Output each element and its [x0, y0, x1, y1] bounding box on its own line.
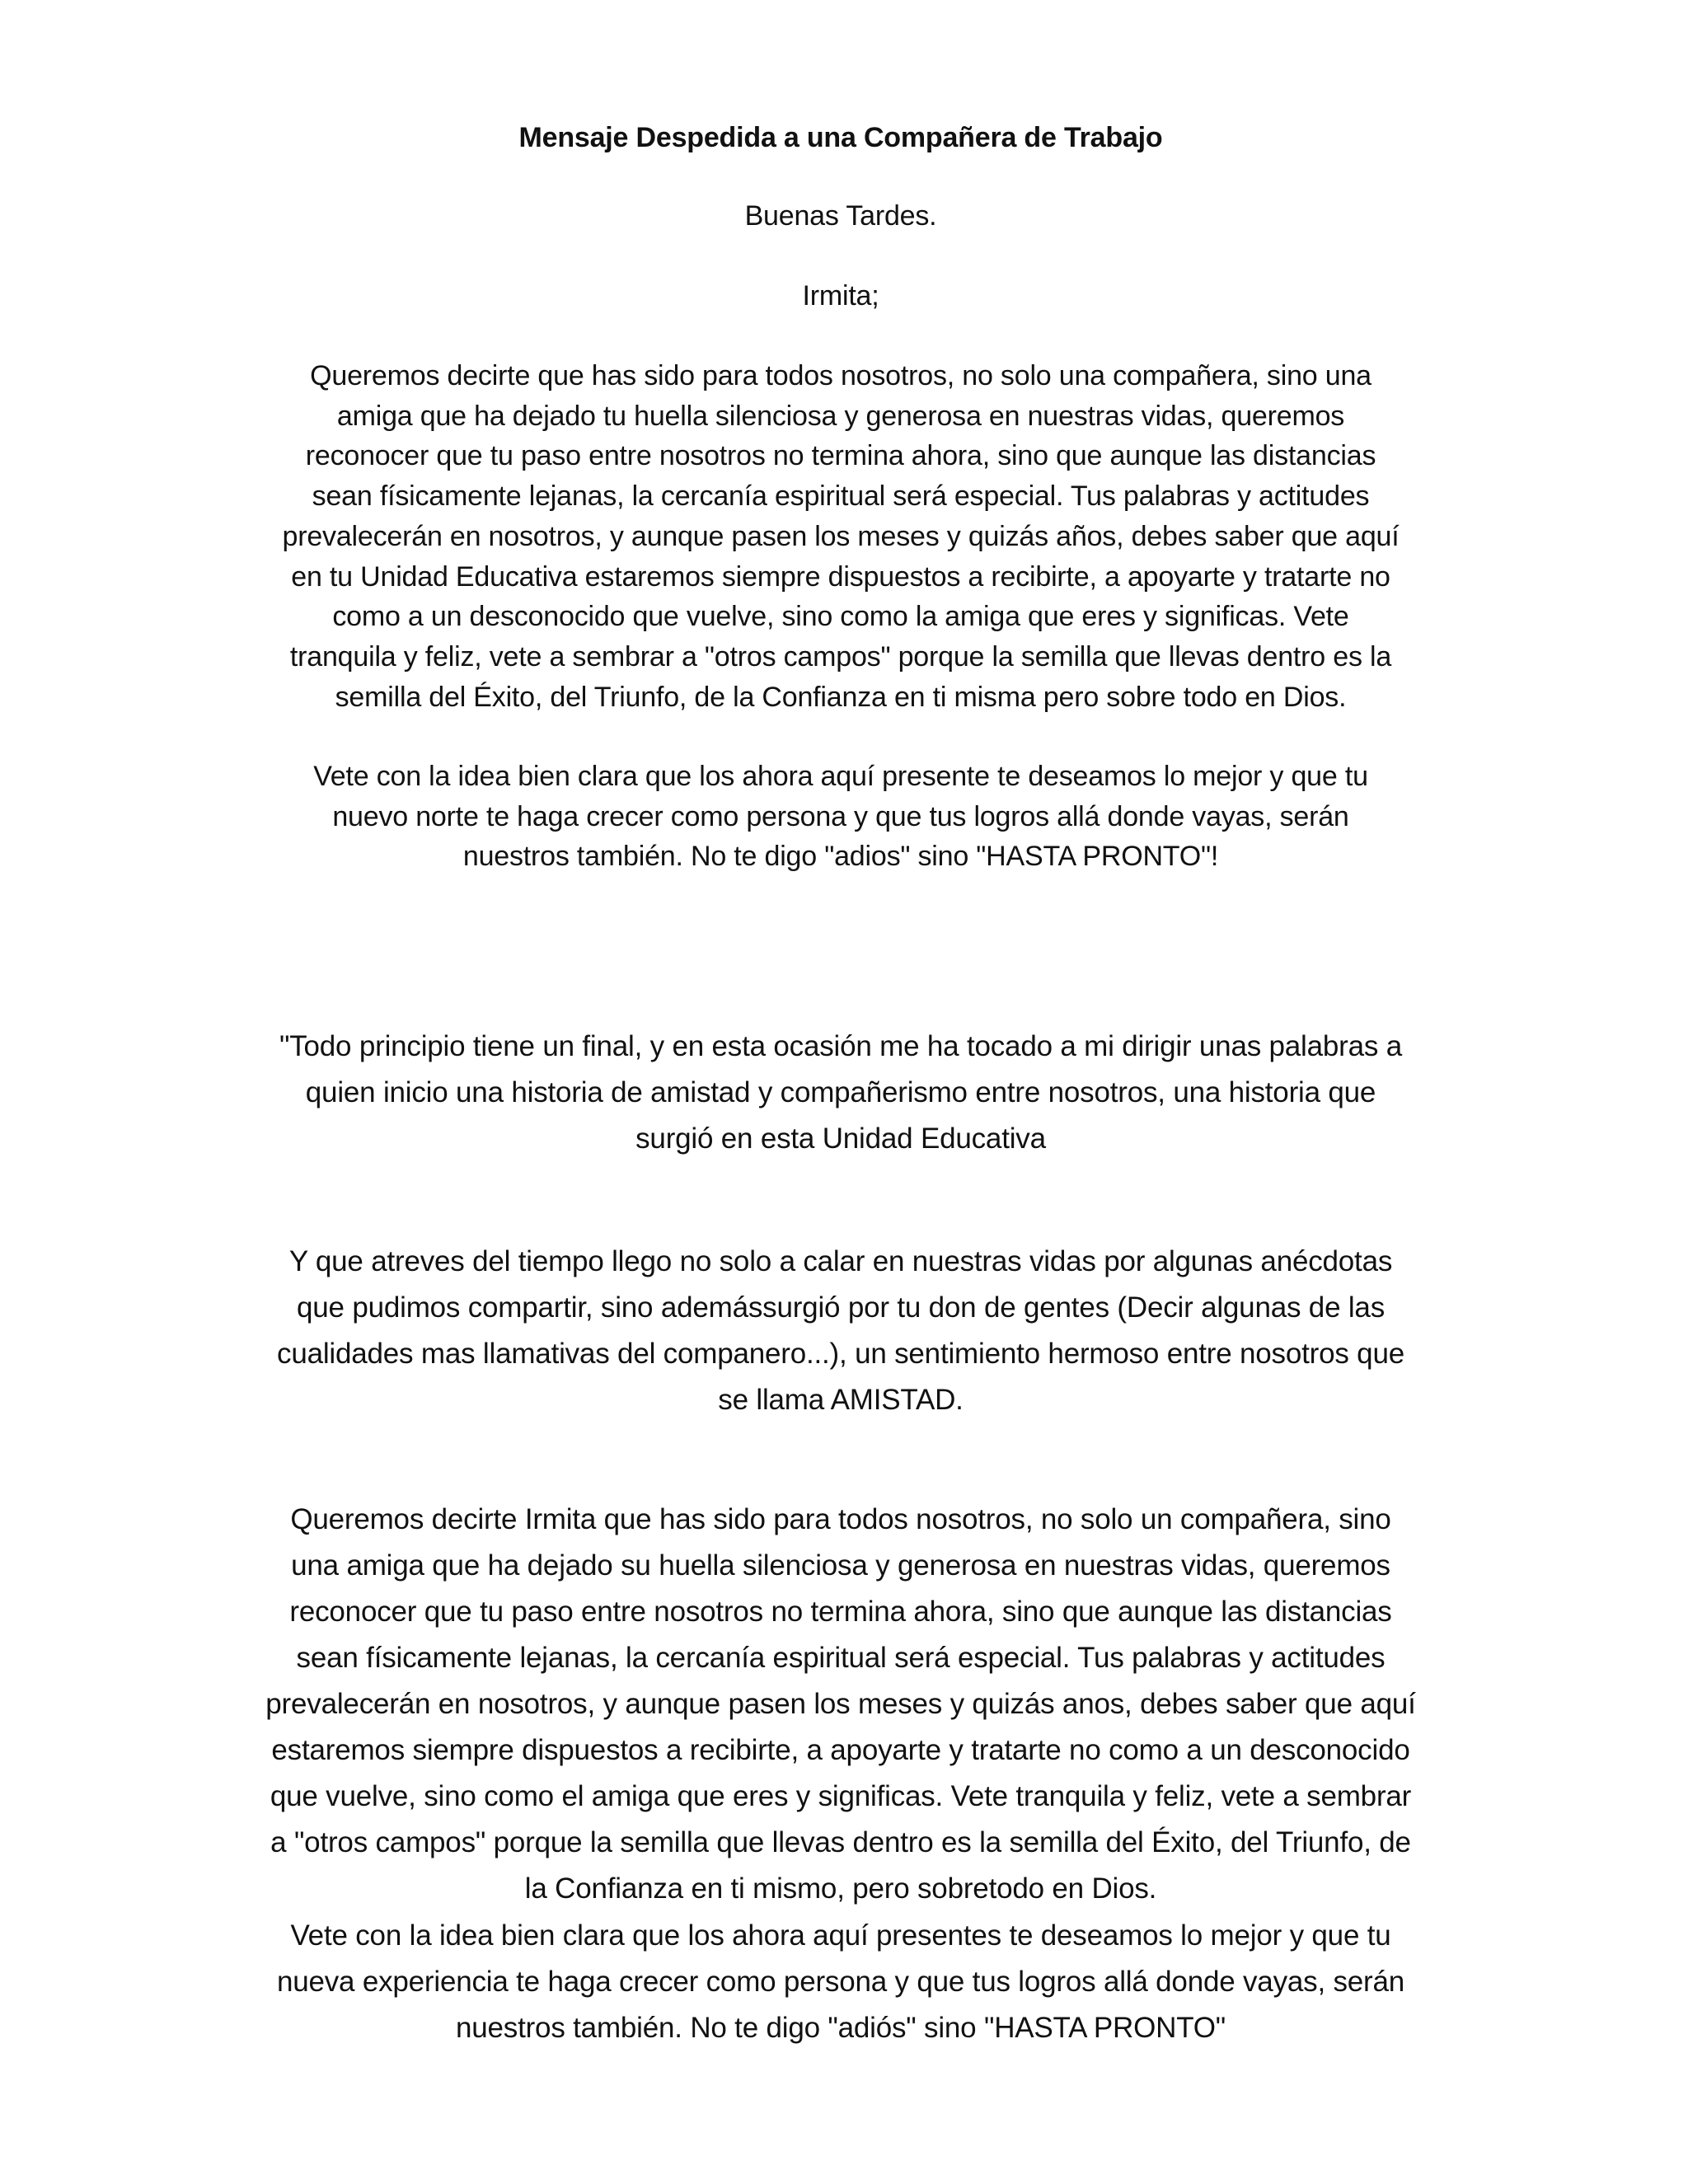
greeting: Buenas Tardes.	[744, 200, 937, 232]
paragraph-1: Queremos decirte que has sido para todos nosotros, no solo una compañera, sino una amiga que ha dejado tu huella silenciosa y generosa en nuestras vidas, queremos reconocer que tu paso entre nosotros no termina ahora, sino que aunque las distancias sean físicamente lejanas, la cercanía espiritual será especial. Tus palabras y actitudes prevalecerán en nosotros, y aunque pasen los meses y quizás años, debes saber que aquí en tu Unidad Educativa estaremos siempre dispuestos a recibirte, a apoyarte y tratarte no como a un desconocido que vuelve, sino como la amiga que eres y significas. Vete tranquila y feliz, vete a sembrar a "otros campos" porque la semilla que llevas dentro es la semilla del Éxito, del Triunfo, de la Confianza en ti misma pero sobre todo en Dios.	[282, 360, 1400, 713]
paragraph-2: Vete con la idea bien clara que los ahora aquí presente te deseamos lo mejor y que tu nuevo norte te haga crecer como persona y que tus logros allá donde vayas, serán nuestros también. No te digo "adios" sino "HASTA PRONTO"!	[313, 761, 1368, 873]
addressee: Irmita;	[802, 280, 879, 312]
paragraph-5: Queremos decirte Irmita que has sido para todos nosotros, no solo un compañera, sino una amiga que ha dejado su huella silenciosa y generosa en nuestras vidas, queremos reconocer que tu paso entre nosotros no termina ahora, sino que aunque las distancias sean físicamente lejanas, la cercanía espiritual será especial. Tus palabras y actitudes prevalecerán en nosotros, y aunque pasen los meses y quizás anos, debes saber que aquí estaremos siempre dispuestos a recibirte, a apoyarte y tratarte no como a un desconocido que vuelve, sino como el amiga que eres y significas. Vete tranquila y feliz, vete a sembrar a "otros campos" porque la semilla que llevas dentro es la semilla del Éxito, del Triunfo, de la Confianza en ti mismo, pero sobretodo en Dios.	[265, 1503, 1416, 1905]
document-title: Mensaje Despedida a una Compañera de Trabajo	[518, 122, 1163, 153]
paragraph-3: "Todo principio tiene un final, y en esta ocasión me ha tocado a mi dirigir unas palabras a quien inicio una historia de amistad y compañerismo entre nosotros, una historia que surgió en esta Unidad Educativa	[279, 1030, 1402, 1155]
paragraph-6: Vete con la idea bien clara que los ahora aquí presentes te deseamos lo mejor y que tu nueva experiencia te haga crecer como persona y que tus logros allá donde vayas, serán nuestros también. No te digo "adiós" sino "HASTA PRONTO"	[276, 1919, 1405, 2044]
paragraph-4: Y que atreves del tiempo llego no solo a calar en nuestras vidas por algunas anécdotas que pudimos compartir, sino ademássurgió por tu don de gentes (Decir algunas de las cualidades mas llamativas del companero...), un sentimiento hermoso entre nosotros que se llama AMISTAD.	[277, 1245, 1404, 1416]
